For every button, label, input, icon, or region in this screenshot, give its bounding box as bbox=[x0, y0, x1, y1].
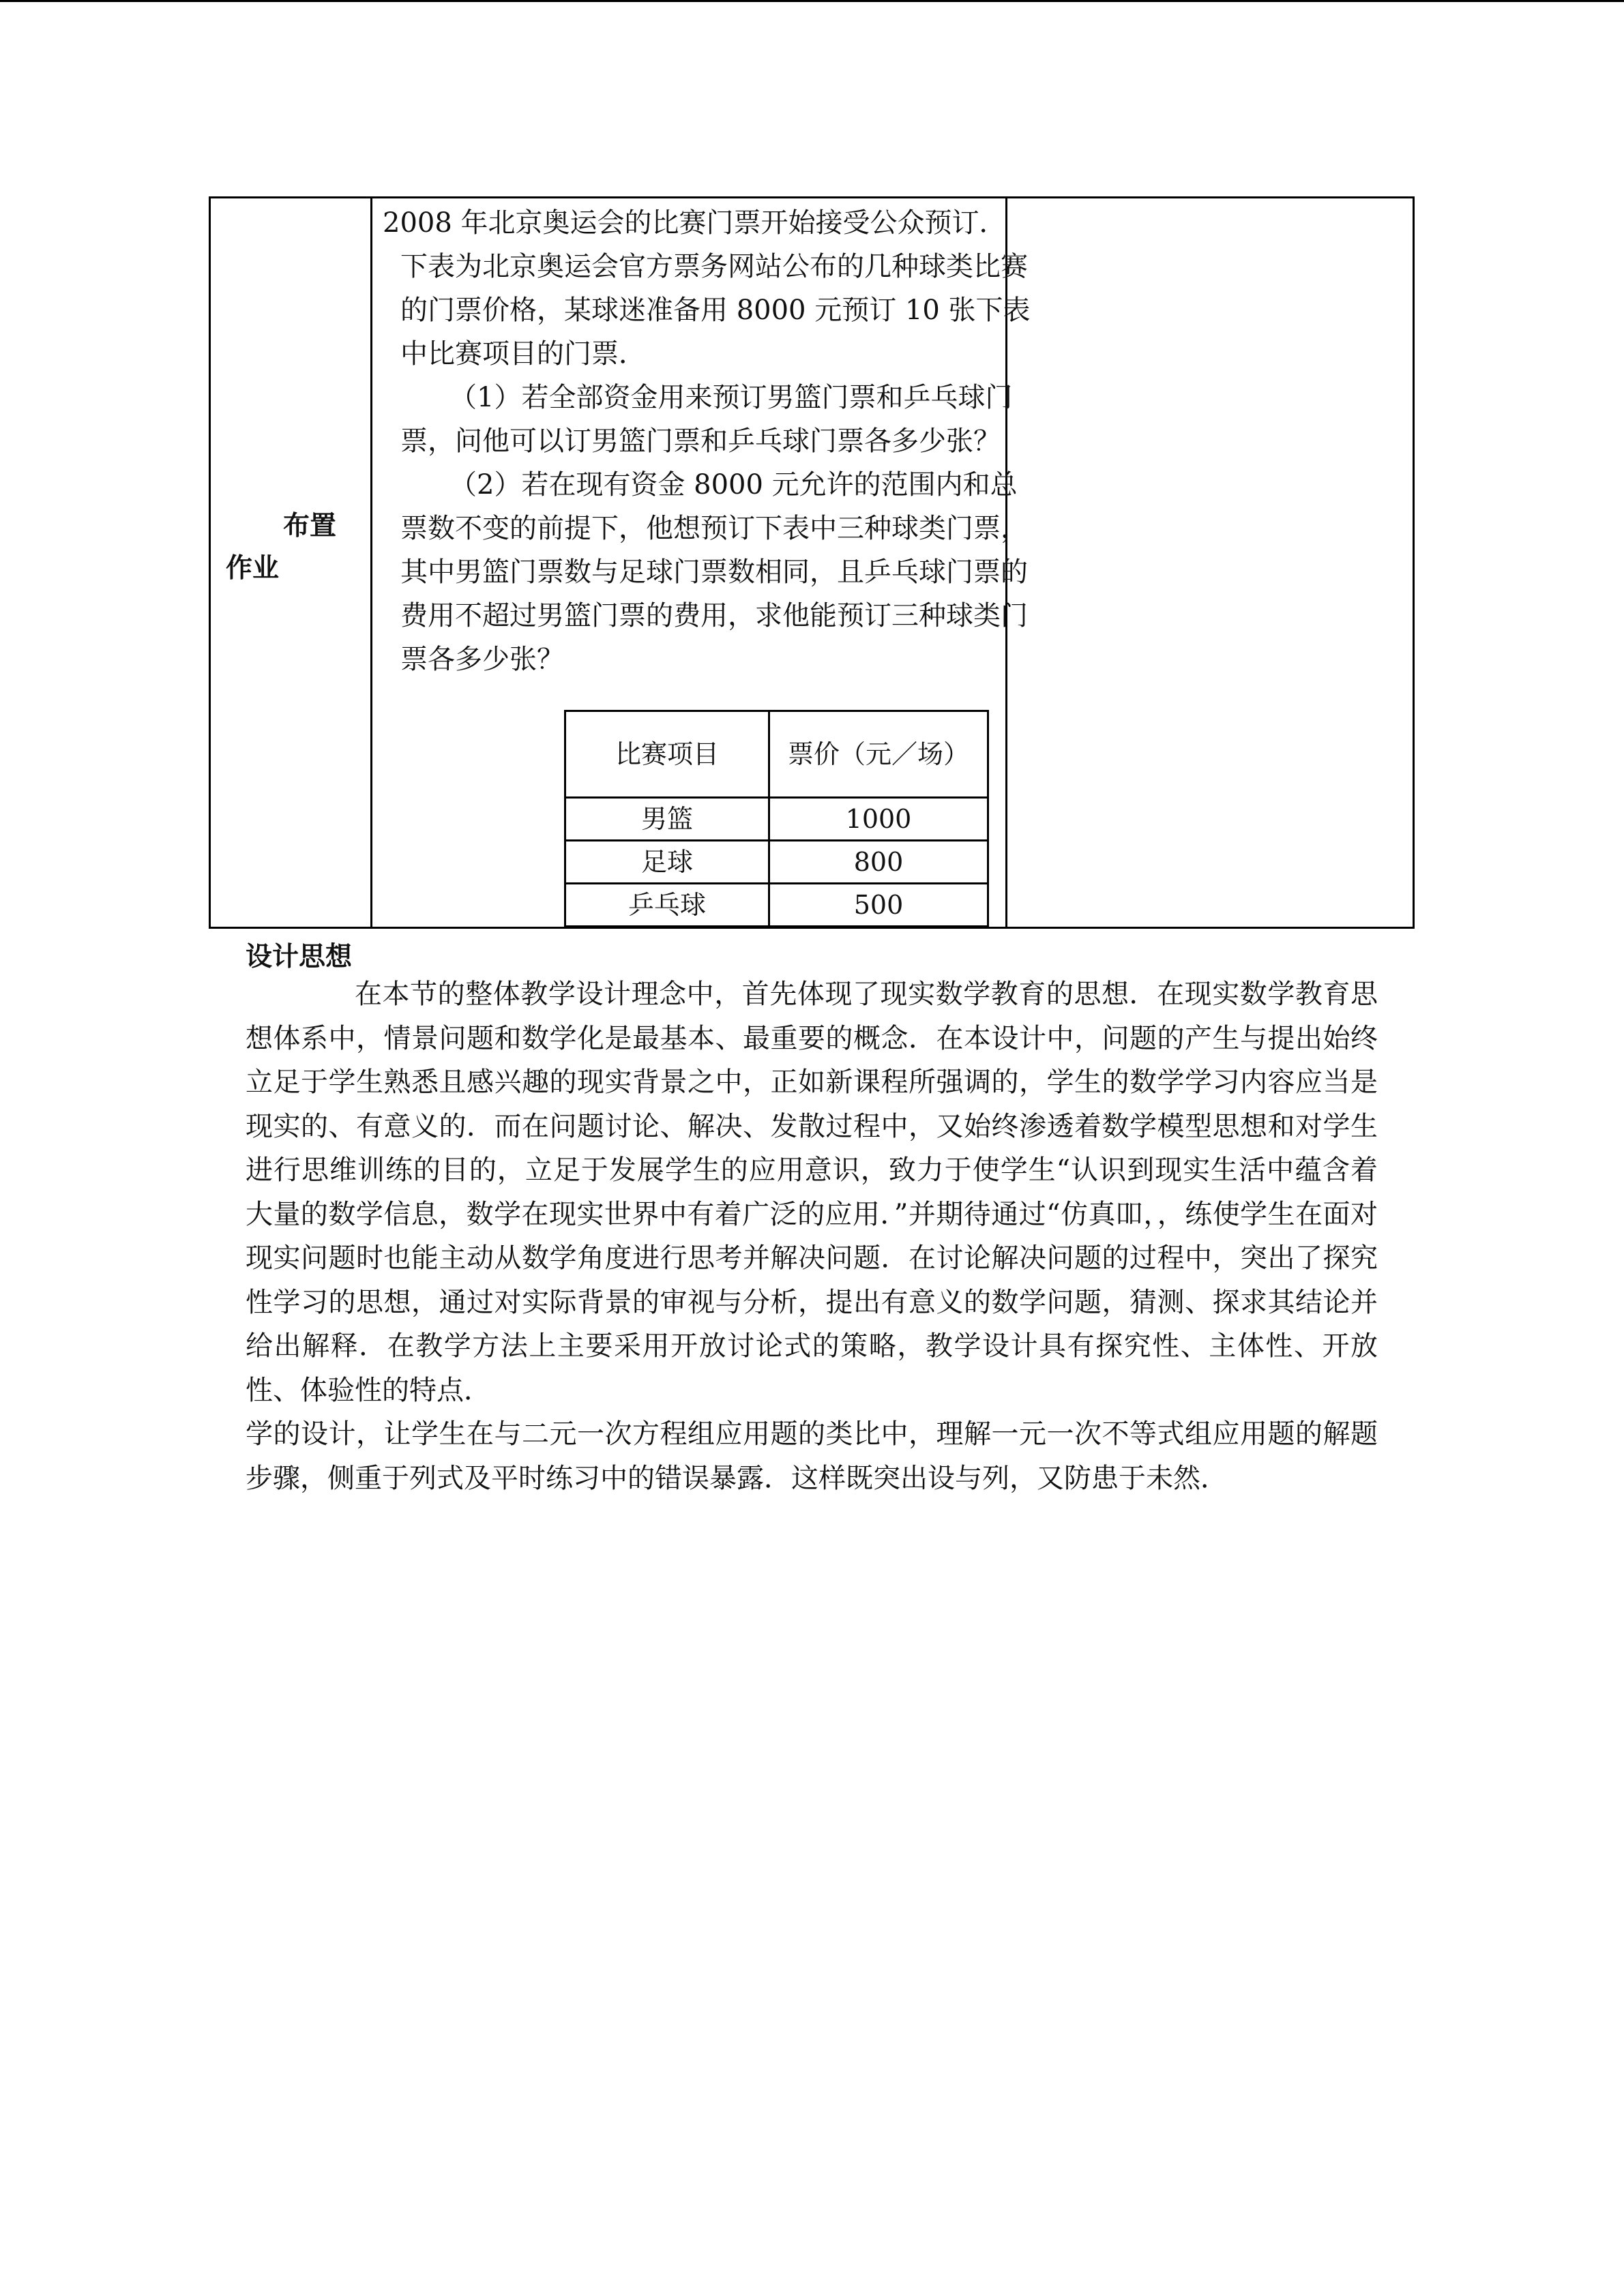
design-section-title: 设计思想 bbox=[246, 942, 353, 972]
table-row bbox=[565, 841, 988, 884]
event-cell: 乒乓球 bbox=[565, 884, 769, 927]
homework-problem bbox=[383, 201, 1031, 681]
table-row bbox=[565, 798, 988, 841]
price-cell: 1000 bbox=[769, 798, 988, 841]
price-cell: 500 bbox=[769, 884, 988, 927]
design-paragraph-1: 在本节的整体教学设计理念中，首先体现了现实数学教育的思想．在现实数学教育思想体系中，情景问题和数学化是最基本、最重要的概念．在本设计中，问题的产生与提出始终立足于学生熟悉且感兴趣的现实背景之中，正如新课程所强调的，学生的数学学习内容应当是现实的、有意义的．而在问题讨论、解决、发散过程中，又始终渗透着数学模型思想和对学生进行思维训练的目的，立足于发展学生的应用意识，致力于使学生“认识到现实生活中蕴含着大量的数学信息，数学在现实世界中有着广泛的应用．”并期待通过“仿真吅，，练使学生在面对现实问题时也能主动从数学角度进行思考并解决问题．在讨论解决问题的过程中，突出了探究性学习的思想，通过对实际背景的审视与分析，提出有意义的数学问题，猜测、探求其结论并给出解释．在教学方法上主要采用开放讨论式的策略，教学设计具有探究性、主体性、开放性、体验性的特点． bbox=[246, 979, 1378, 1406]
header-price: 票价（元／场） bbox=[769, 711, 988, 798]
price-cell: 800 bbox=[769, 841, 988, 884]
problem-intro: 2008 年北京奥运会的比赛门票开始接受公众预订．下表为北京奥运会官方票务网站公布的几种球类比赛的门票价格，某球迷准备用 8000 元预订 10 张下表中比赛项目的门票． bbox=[383, 207, 1031, 370]
header-event: 比赛项目 bbox=[565, 711, 769, 798]
row-label-line2: 作业 bbox=[226, 553, 280, 584]
event-cell: 男篮 bbox=[565, 798, 769, 841]
problem-question-2: （2）若在现有资金 8000 元允许的范围内和总票数不变的前提下，他想预订下表中三种球类门票，其中男篮门票数与足球门票数相同，且乒乓球门票的费用不超过男篮门票的费用，求他能预订三种球类门票各多少张？ bbox=[400, 469, 1028, 675]
design-section-body bbox=[246, 972, 1378, 1500]
event-cell: 足球 bbox=[565, 841, 769, 884]
homework-table bbox=[209, 196, 1415, 929]
column-divider bbox=[370, 198, 372, 927]
table-header-row bbox=[565, 711, 988, 798]
design-paragraph-2: 学的设计，让学生在与二元一次方程组应用题的类比中，理解一元一次不等式组应用题的解题步骤，侧重于列式及平时练习中的错误暴露．这样既突出设与列，又防患于未然． bbox=[246, 1418, 1378, 1494]
ticket-price-table bbox=[564, 710, 989, 927]
page-top-border bbox=[0, 0, 1624, 2]
row-label-line1: 布置 bbox=[283, 511, 337, 541]
problem-question-1: （1）若全部资金用来预订男篮门票和乒乓球门票，问他可以订男篮门票和乒乓球门票各多少张？ bbox=[400, 382, 1013, 457]
table-row bbox=[565, 884, 988, 927]
